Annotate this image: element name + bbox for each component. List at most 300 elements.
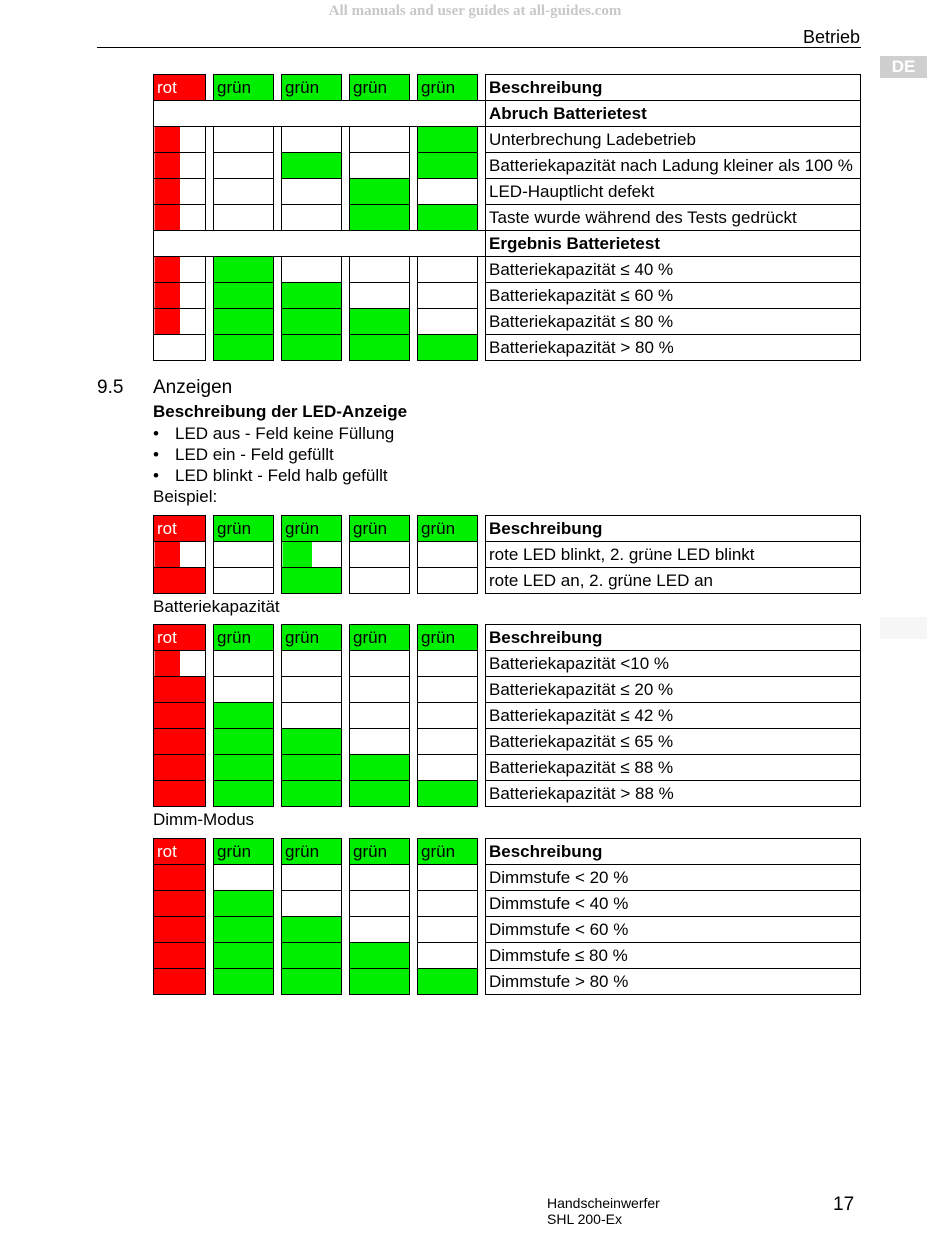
spacer-cell: [274, 755, 282, 781]
row-description: rote LED an, 2. grüne LED an: [486, 568, 861, 594]
header-led-3: grün: [282, 516, 342, 542]
header-led-1: rot: [154, 516, 206, 542]
row-description: Batteriekapazität ≤ 40 %: [486, 257, 861, 283]
led-cell-green-off: [350, 703, 410, 729]
spacer-cell: [206, 75, 214, 101]
spacer-cell: [206, 309, 214, 335]
led-cell-green-off: [350, 542, 410, 568]
led-cell-green-off: [350, 891, 410, 917]
table-row: [154, 335, 861, 361]
section-number: 9.5: [97, 377, 124, 398]
spacer-cell: [342, 969, 350, 995]
battery-capacity-label: Batteriekapazität: [153, 597, 280, 616]
header-led-4: grün: [350, 516, 410, 542]
example-table: [153, 515, 861, 594]
row-description: Batteriekapazität <10 %: [486, 651, 861, 677]
row-description: Batteriekapazität ≤ 42 %: [486, 703, 861, 729]
spacer-cell: [478, 943, 486, 969]
spacer-cell: [274, 651, 282, 677]
spacer-cell: [274, 969, 282, 995]
led-cell-green-off: [350, 127, 410, 153]
header-led-2: grün: [214, 839, 274, 865]
spacer-cell: [478, 651, 486, 677]
table-row: [154, 127, 861, 153]
table-row: [154, 179, 861, 205]
led-cell-green-on: [418, 153, 478, 179]
spacer-cell: [478, 257, 486, 283]
spacer-cell: [410, 153, 418, 179]
spacer-cell: [342, 542, 350, 568]
row-description: LED-Hauptlicht defekt: [486, 179, 861, 205]
led-cell-red-blink: [154, 127, 206, 153]
spacer-cell: [478, 781, 486, 807]
spacer-cell: [206, 755, 214, 781]
language-tab-faded: [880, 617, 927, 639]
led-cell-red-blink: [154, 651, 206, 677]
spacer-cell: [342, 568, 350, 594]
header-led-5: grün: [418, 839, 478, 865]
led-cell-green-on: [418, 969, 478, 995]
spacer-cell: [342, 257, 350, 283]
spacer-cell: [478, 205, 486, 231]
led-cell-green-off: [282, 651, 342, 677]
spacer-cell: [478, 283, 486, 309]
spacer-cell: [206, 542, 214, 568]
table-header-row: [154, 75, 861, 101]
led-cell-red-on: [154, 568, 206, 594]
led-cell-green-off: [350, 257, 410, 283]
spacer-cell: [342, 127, 350, 153]
battery-capacity-table: [153, 624, 861, 807]
led-cell-green-off: [214, 542, 274, 568]
led-cell-green-off: [214, 568, 274, 594]
row-description: Batteriekapazität ≤ 65 %: [486, 729, 861, 755]
list-item: [153, 444, 394, 465]
led-cell-red-on: [154, 865, 206, 891]
spacer-cell: [478, 127, 486, 153]
led-cell-green-off: [418, 568, 478, 594]
row-description: Dimmstufe < 20 %: [486, 865, 861, 891]
spacer-cell: [410, 755, 418, 781]
led-cell-green-on: [214, 781, 274, 807]
dimm-mode-table: [153, 838, 861, 995]
led-cell-green-blink: [282, 542, 342, 568]
spacer-cell: [342, 153, 350, 179]
led-cell-green-off: [350, 865, 410, 891]
spacer-cell: [342, 516, 350, 542]
row-description: Dimmstufe > 80 %: [486, 969, 861, 995]
spacer-cell: [410, 865, 418, 891]
list-item: [153, 423, 394, 444]
spacer-cell: [274, 568, 282, 594]
led-cell-green-off: [214, 677, 274, 703]
table-row: [154, 969, 861, 995]
spacer-cell: [478, 677, 486, 703]
spacer-cell: [342, 75, 350, 101]
spacer-cell: [342, 283, 350, 309]
header-led-3: grün: [282, 839, 342, 865]
spacer-cell: [410, 568, 418, 594]
spacer-cell: [206, 568, 214, 594]
led-cell-green-off: [350, 283, 410, 309]
spacer-cell: [410, 542, 418, 568]
spacer-cell: [478, 839, 486, 865]
led-cell-red-blink: [154, 205, 206, 231]
led-cell-green-on: [350, 969, 410, 995]
led-cell-green-off: [418, 943, 478, 969]
row-description: rote LED blinkt, 2. grüne LED blinkt: [486, 542, 861, 568]
header-led-4: grün: [350, 839, 410, 865]
row-description: Batteriekapazität nach Ladung kleiner als 100 %: [486, 153, 861, 179]
led-cell-red-blink: [154, 542, 206, 568]
row-description: Dimmstufe < 40 %: [486, 891, 861, 917]
spacer-cell: [478, 335, 486, 361]
row-description: Batteriekapazität ≤ 60 %: [486, 283, 861, 309]
led-cell-green-off: [418, 677, 478, 703]
row-description: Taste wurde während des Tests gedrückt: [486, 205, 861, 231]
led-cell-red-on: [154, 729, 206, 755]
spacer-cell: [274, 729, 282, 755]
spacer-cell: [410, 127, 418, 153]
led-cell-green-off: [282, 205, 342, 231]
product-model: SHL 200-Ex: [547, 1211, 622, 1227]
spacer-cell: [206, 891, 214, 917]
led-cell-green-on: [214, 257, 274, 283]
group-title: Ergebnis Batterietest: [486, 231, 861, 257]
spacer-cell: [206, 257, 214, 283]
spacer-cell: [410, 179, 418, 205]
led-cell-green-off: [350, 568, 410, 594]
spacer-cell: [342, 625, 350, 651]
table-row: [154, 891, 861, 917]
spacer-cell: [206, 729, 214, 755]
led-cell-green-on: [282, 283, 342, 309]
header-description: Beschreibung: [486, 516, 861, 542]
led-cell-green-off: [282, 891, 342, 917]
led-cell-green-on: [214, 891, 274, 917]
table-row: [154, 542, 861, 568]
led-cell-green-off: [350, 153, 410, 179]
led-cell-green-off: [418, 257, 478, 283]
led-cell-green-on: [214, 943, 274, 969]
led-cell-green-on: [214, 969, 274, 995]
led-cell-green-off: [214, 651, 274, 677]
led-cell-green-on: [418, 127, 478, 153]
spacer-cell: [274, 917, 282, 943]
spacer-cell: [274, 516, 282, 542]
led-cell-green-on: [418, 781, 478, 807]
table-row: [154, 781, 861, 807]
legend-text: LED aus - Feld keine Füllung: [175, 424, 395, 443]
led-cell-green-on: [282, 153, 342, 179]
watermark: All manuals and user guides at all-guides.com: [328, 3, 622, 19]
led-legend-list: [153, 423, 394, 486]
led-cell-green-off: [350, 917, 410, 943]
header-led-5: grün: [418, 75, 478, 101]
led-cell-green-on: [214, 729, 274, 755]
header-led-2: grün: [214, 516, 274, 542]
group-title-blank: [154, 231, 486, 257]
spacer-cell: [478, 917, 486, 943]
spacer-cell: [274, 703, 282, 729]
table-row: [154, 729, 861, 755]
spacer-cell: [206, 865, 214, 891]
footer-product: [547, 1195, 660, 1227]
section-title: Anzeigen: [153, 377, 233, 398]
spacer-cell: [478, 153, 486, 179]
spacer-cell: [274, 153, 282, 179]
table-row: [154, 917, 861, 943]
spacer-cell: [274, 309, 282, 335]
header-led-1: rot: [154, 75, 206, 101]
group-title-blank: [154, 101, 486, 127]
row-description: Dimmstufe ≤ 80 %: [486, 943, 861, 969]
battery-test-table: [153, 74, 861, 361]
list-item: [153, 465, 394, 486]
spacer-cell: [410, 309, 418, 335]
spacer-cell: [206, 651, 214, 677]
led-cell-red-blink: [154, 309, 206, 335]
led-cell-green-on: [350, 205, 410, 231]
led-cell-red-blink: [154, 179, 206, 205]
spacer-cell: [410, 839, 418, 865]
led-cell-green-on: [350, 335, 410, 361]
spacer-cell: [410, 677, 418, 703]
page-number: 17: [833, 1194, 855, 1215]
led-cell-green-off: [282, 127, 342, 153]
led-cell-green-off: [214, 179, 274, 205]
spacer-cell: [274, 781, 282, 807]
spacer-cell: [478, 309, 486, 335]
spacer-cell: [274, 283, 282, 309]
table-row: [154, 205, 861, 231]
spacer-cell: [274, 179, 282, 205]
led-cell-green-off: [350, 677, 410, 703]
spacer-cell: [274, 75, 282, 101]
row-description: Batteriekapazität ≤ 88 %: [486, 755, 861, 781]
led-cell-green-off: [214, 205, 274, 231]
spacer-cell: [478, 891, 486, 917]
table-row: [154, 703, 861, 729]
led-cell-green-off: [418, 891, 478, 917]
led-cell-green-off: [282, 677, 342, 703]
table-row: [154, 755, 861, 781]
spacer-cell: [410, 257, 418, 283]
table-row: [154, 943, 861, 969]
table-row: [154, 568, 861, 594]
led-cell-green-on: [350, 943, 410, 969]
spacer-cell: [274, 891, 282, 917]
spacer-cell: [206, 153, 214, 179]
spacer-cell: [410, 651, 418, 677]
spacer-cell: [274, 205, 282, 231]
led-cell-green-off: [214, 153, 274, 179]
spacer-cell: [342, 891, 350, 917]
table-header-row: [154, 516, 861, 542]
spacer-cell: [206, 917, 214, 943]
spacer-cell: [342, 205, 350, 231]
spacer-cell: [410, 516, 418, 542]
spacer-cell: [478, 179, 486, 205]
led-cell-green-off: [350, 729, 410, 755]
table-row: [154, 677, 861, 703]
led-cell-red-off: [154, 335, 206, 361]
dimm-mode-label: Dimm-Modus: [153, 810, 255, 829]
led-cell-green-off: [282, 703, 342, 729]
spacer-cell: [206, 943, 214, 969]
spacer-cell: [206, 625, 214, 651]
product-name: Handscheinwerfer: [547, 1195, 660, 1211]
example-label: Beispiel:: [153, 487, 218, 506]
spacer-cell: [410, 729, 418, 755]
spacer-cell: [478, 75, 486, 101]
header-led-5: grün: [418, 516, 478, 542]
spacer-cell: [274, 677, 282, 703]
led-cell-red-blink: [154, 283, 206, 309]
led-cell-green-on: [418, 205, 478, 231]
table-row: [154, 309, 861, 335]
row-description: Batteriekapazität > 80 %: [486, 335, 861, 361]
group-title-row: [154, 101, 861, 127]
spacer-cell: [342, 179, 350, 205]
spacer-cell: [410, 781, 418, 807]
led-cell-green-off: [350, 651, 410, 677]
table-row: [154, 153, 861, 179]
spacer-cell: [206, 179, 214, 205]
header-led-3: grün: [282, 75, 342, 101]
header-led-2: grün: [214, 75, 274, 101]
spacer-cell: [206, 283, 214, 309]
led-cell-green-on: [282, 335, 342, 361]
spacer-cell: [478, 729, 486, 755]
spacer-cell: [206, 969, 214, 995]
table-header-row: [154, 625, 861, 651]
header-description: Beschreibung: [486, 839, 861, 865]
table-row: [154, 257, 861, 283]
spacer-cell: [342, 703, 350, 729]
led-cell-red-blink: [154, 153, 206, 179]
spacer-cell: [342, 335, 350, 361]
led-cell-green-off: [282, 257, 342, 283]
spacer-cell: [274, 625, 282, 651]
led-cell-green-on: [282, 781, 342, 807]
language-tab: DE: [880, 56, 927, 78]
spacer-cell: [206, 703, 214, 729]
spacer-cell: [274, 127, 282, 153]
spacer-cell: [410, 283, 418, 309]
spacer-cell: [342, 677, 350, 703]
legend-text: LED ein - Feld gefüllt: [175, 445, 334, 464]
header-led-1: rot: [154, 839, 206, 865]
table-row: [154, 865, 861, 891]
group-title: Abruch Batterietest: [486, 101, 861, 127]
led-cell-red-on: [154, 917, 206, 943]
led-cell-red-on: [154, 781, 206, 807]
spacer-cell: [478, 542, 486, 568]
row-description: Dimmstufe < 60 %: [486, 917, 861, 943]
spacer-cell: [206, 335, 214, 361]
table-header-row: [154, 839, 861, 865]
row-description: Batteriekapazität ≤ 80 %: [486, 309, 861, 335]
spacer-cell: [206, 516, 214, 542]
led-cell-green-off: [214, 127, 274, 153]
led-cell-green-on: [214, 917, 274, 943]
led-cell-red-on: [154, 969, 206, 995]
led-cell-green-on: [282, 568, 342, 594]
spacer-cell: [274, 542, 282, 568]
spacer-cell: [478, 755, 486, 781]
spacer-cell: [342, 651, 350, 677]
spacer-cell: [342, 839, 350, 865]
bullet-symbol: •: [153, 445, 159, 464]
led-cell-green-on: [214, 335, 274, 361]
spacer-cell: [410, 969, 418, 995]
spacer-cell: [410, 917, 418, 943]
led-cell-green-on: [214, 755, 274, 781]
led-cell-green-on: [282, 309, 342, 335]
led-cell-green-off: [418, 703, 478, 729]
bullet-symbol: •: [153, 466, 159, 485]
led-cell-green-off: [214, 865, 274, 891]
spacer-cell: [206, 127, 214, 153]
led-cell-green-off: [282, 865, 342, 891]
spacer-cell: [478, 516, 486, 542]
led-cell-green-off: [282, 179, 342, 205]
row-description: Batteriekapazität > 88 %: [486, 781, 861, 807]
led-cell-green-on: [214, 309, 274, 335]
spacer-cell: [410, 335, 418, 361]
header-led-3: grün: [282, 625, 342, 651]
led-cell-green-on: [214, 703, 274, 729]
led-cell-green-on: [418, 335, 478, 361]
spacer-cell: [342, 729, 350, 755]
spacer-cell: [206, 205, 214, 231]
spacer-cell: [342, 865, 350, 891]
spacer-cell: [206, 677, 214, 703]
led-cell-red-blink: [154, 257, 206, 283]
spacer-cell: [410, 943, 418, 969]
header-led-4: grün: [350, 625, 410, 651]
spacer-cell: [274, 839, 282, 865]
spacer-cell: [274, 335, 282, 361]
header-description: Beschreibung: [486, 75, 861, 101]
row-description: Batteriekapazität ≤ 20 %: [486, 677, 861, 703]
spacer-cell: [342, 309, 350, 335]
led-cell-green-on: [350, 755, 410, 781]
spacer-cell: [342, 917, 350, 943]
bullet-symbol: •: [153, 424, 159, 443]
table-row: [154, 283, 861, 309]
led-cell-red-on: [154, 677, 206, 703]
spacer-cell: [478, 703, 486, 729]
spacer-cell: [478, 865, 486, 891]
led-cell-green-off: [418, 917, 478, 943]
led-cell-green-on: [350, 179, 410, 205]
led-cell-green-off: [418, 729, 478, 755]
led-cell-green-off: [418, 865, 478, 891]
led-cell-green-on: [282, 729, 342, 755]
group-title-row: [154, 231, 861, 257]
legend-text: LED blinkt - Feld halb gefüllt: [175, 466, 388, 485]
led-cell-green-on: [350, 781, 410, 807]
led-description-heading: Beschreibung der LED-Anzeige: [153, 402, 408, 421]
led-cell-green-on: [350, 309, 410, 335]
spacer-cell: [274, 257, 282, 283]
spacer-cell: [478, 969, 486, 995]
spacer-cell: [342, 755, 350, 781]
led-cell-green-off: [418, 309, 478, 335]
header-led-4: grün: [350, 75, 410, 101]
